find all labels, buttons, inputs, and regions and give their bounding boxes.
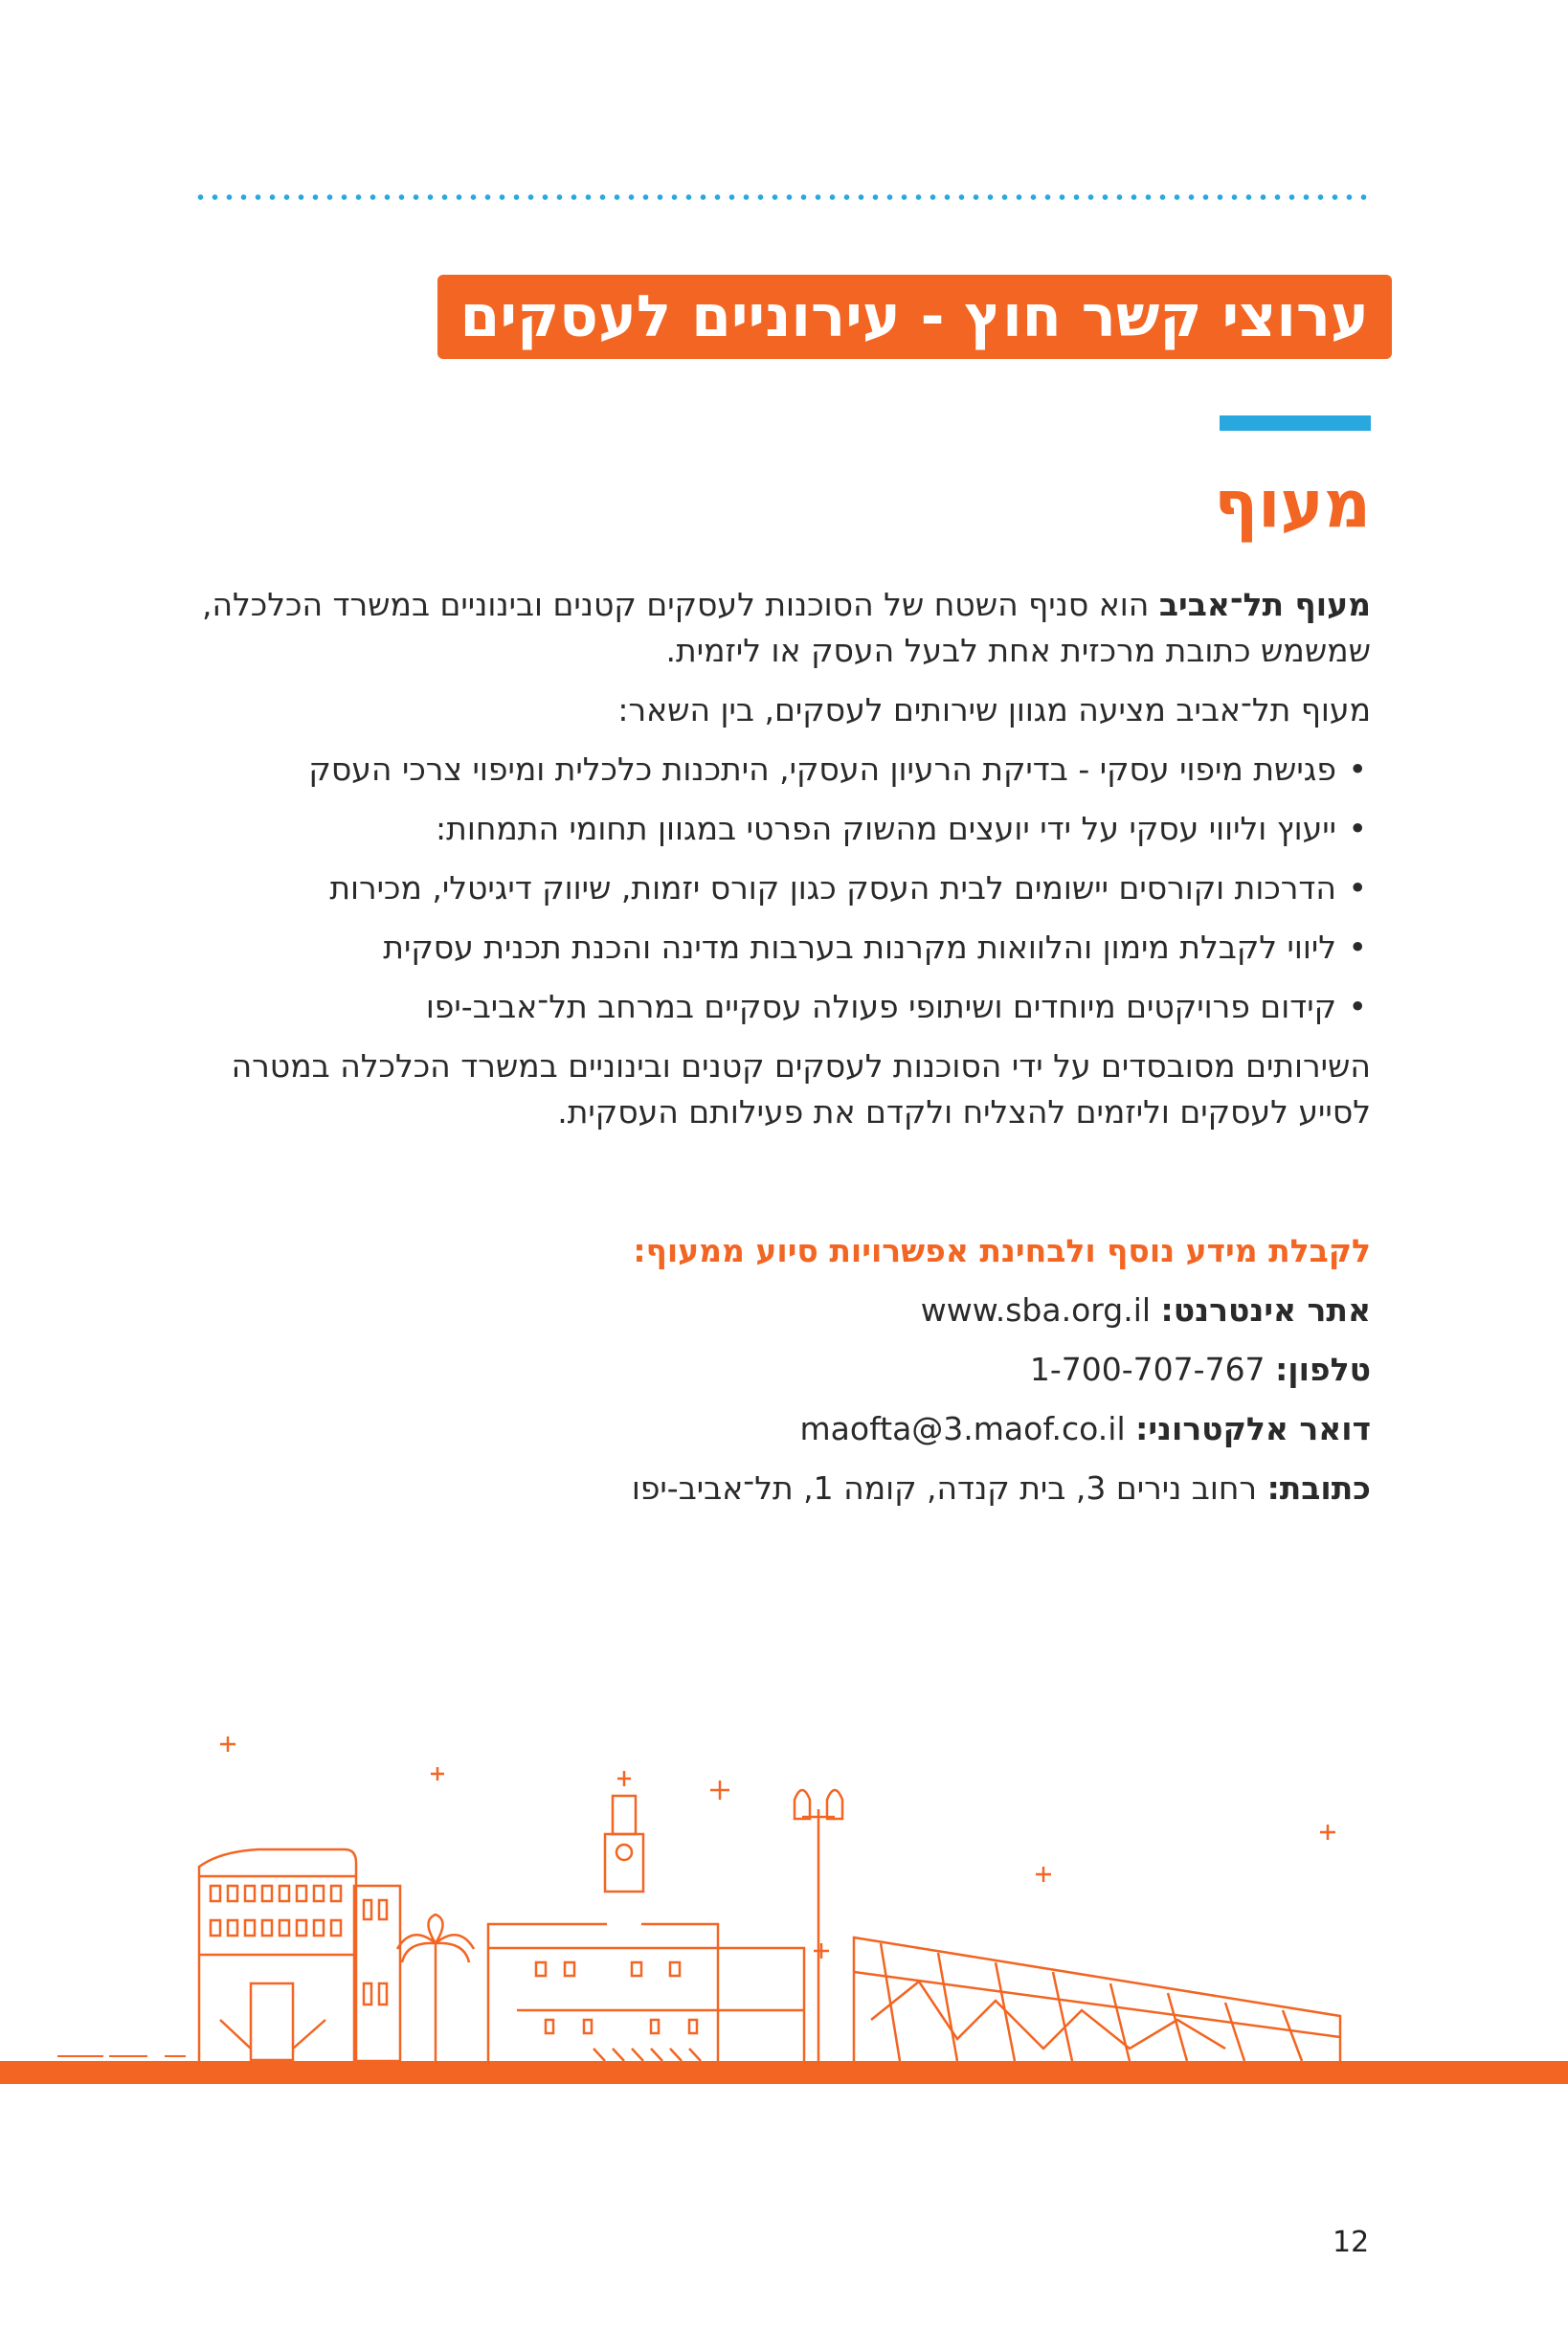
services-list	[193, 747, 1371, 1030]
contact-website-row	[318, 1288, 1371, 1333]
intro-paragraph	[193, 582, 1371, 674]
phone-label: טלפון:	[1275, 1351, 1371, 1388]
sparkle-icon	[220, 1736, 1335, 1959]
website-link[interactable]: www.sba.org.il	[920, 1291, 1152, 1329]
phone-value: 1-700-707-767	[1029, 1351, 1266, 1388]
clock-tower-illustration	[488, 1771, 804, 2061]
email-link[interactable]: maofta@3.maof.co.il	[799, 1410, 1126, 1447]
street-lamp-illustration	[795, 1790, 842, 2061]
building-illustration	[199, 1849, 400, 2061]
museum-building-illustration	[854, 1938, 1340, 2061]
address-label: כתובת:	[1266, 1469, 1371, 1507]
email-label: דואר אלקטרוני:	[1135, 1410, 1371, 1447]
website-label: אתר אינטרנט:	[1160, 1291, 1371, 1329]
page-banner-title: ערוצי קשר חוץ - עירוניים לעסקים	[437, 275, 1392, 359]
intro-text: הוא סניף השטח של הסוכנות לעסקים קטנים ובינוניים במשרד הכלכלה, שמשמש כתובת מרכזית אחת לבעל העסק או ליזמית.	[202, 586, 1371, 669]
page-number: 12	[1333, 2226, 1370, 2259]
bottom-accent-strip	[0, 2061, 1568, 2084]
palm-tree-illustration	[397, 1915, 474, 2061]
contact-email-row	[318, 1406, 1371, 1452]
contact-address-row	[318, 1466, 1371, 1512]
list-item: • הדרכות וקורסים יישומים לבית העסק כגון קורס יזמות, שיווק דיגיטלי, מכירות	[193, 865, 1371, 911]
list-item: • פגישת מיפוי עסקי - בדיקת הרעיון העסקי, היתכנות כלכלית ומיפוי צרכי העסק	[193, 747, 1371, 793]
contact-phone-row	[318, 1347, 1371, 1393]
list-item: • ייעוץ וליווי עסקי על ידי יועצים מהשוק הפרטי במגוון תחומי התמחות:	[193, 806, 1371, 852]
contact-heading: לקבלת מידע נוסף ולבחינת אפשרויות סיוע ממעוף:	[633, 1232, 1371, 1269]
dotted-divider	[193, 193, 1371, 201]
closing-paragraph: השירותים מסובסדים על ידי הסוכנות לעסקים קטנים ובינוניים במשרד הכלכלה במטרה לסייע לעסקים וליזמים להצליח ולקדם את פעילותם העסקית.	[231, 1047, 1371, 1131]
address-value: רחוב נירים 3, בית קנדה, קומה 1, תל־אביב-יפו	[631, 1469, 1258, 1507]
body-content	[193, 582, 1371, 1149]
list-item: • ליווי לקבלת מימון והלוואות מקרנות בערבות מדינה והכנת תכנית עסקית	[193, 925, 1371, 971]
section-title: מעוף	[1214, 467, 1371, 543]
tel-aviv-skyline-illustration	[0, 1733, 1568, 2087]
list-item: • קידום פרויקטים מיוחדים ושיתופי פעולה עסקיים במרחב תל־אביב-יפו	[193, 984, 1371, 1030]
contact-block	[318, 1228, 1371, 1525]
intro-bold-lead: מעוף תל־אביב	[1158, 586, 1371, 623]
section-accent-bar	[1220, 415, 1371, 431]
services-intro: מעוף תל־אביב מציעה מגוון שירותים לעסקים, בין השאר:	[617, 691, 1371, 728]
